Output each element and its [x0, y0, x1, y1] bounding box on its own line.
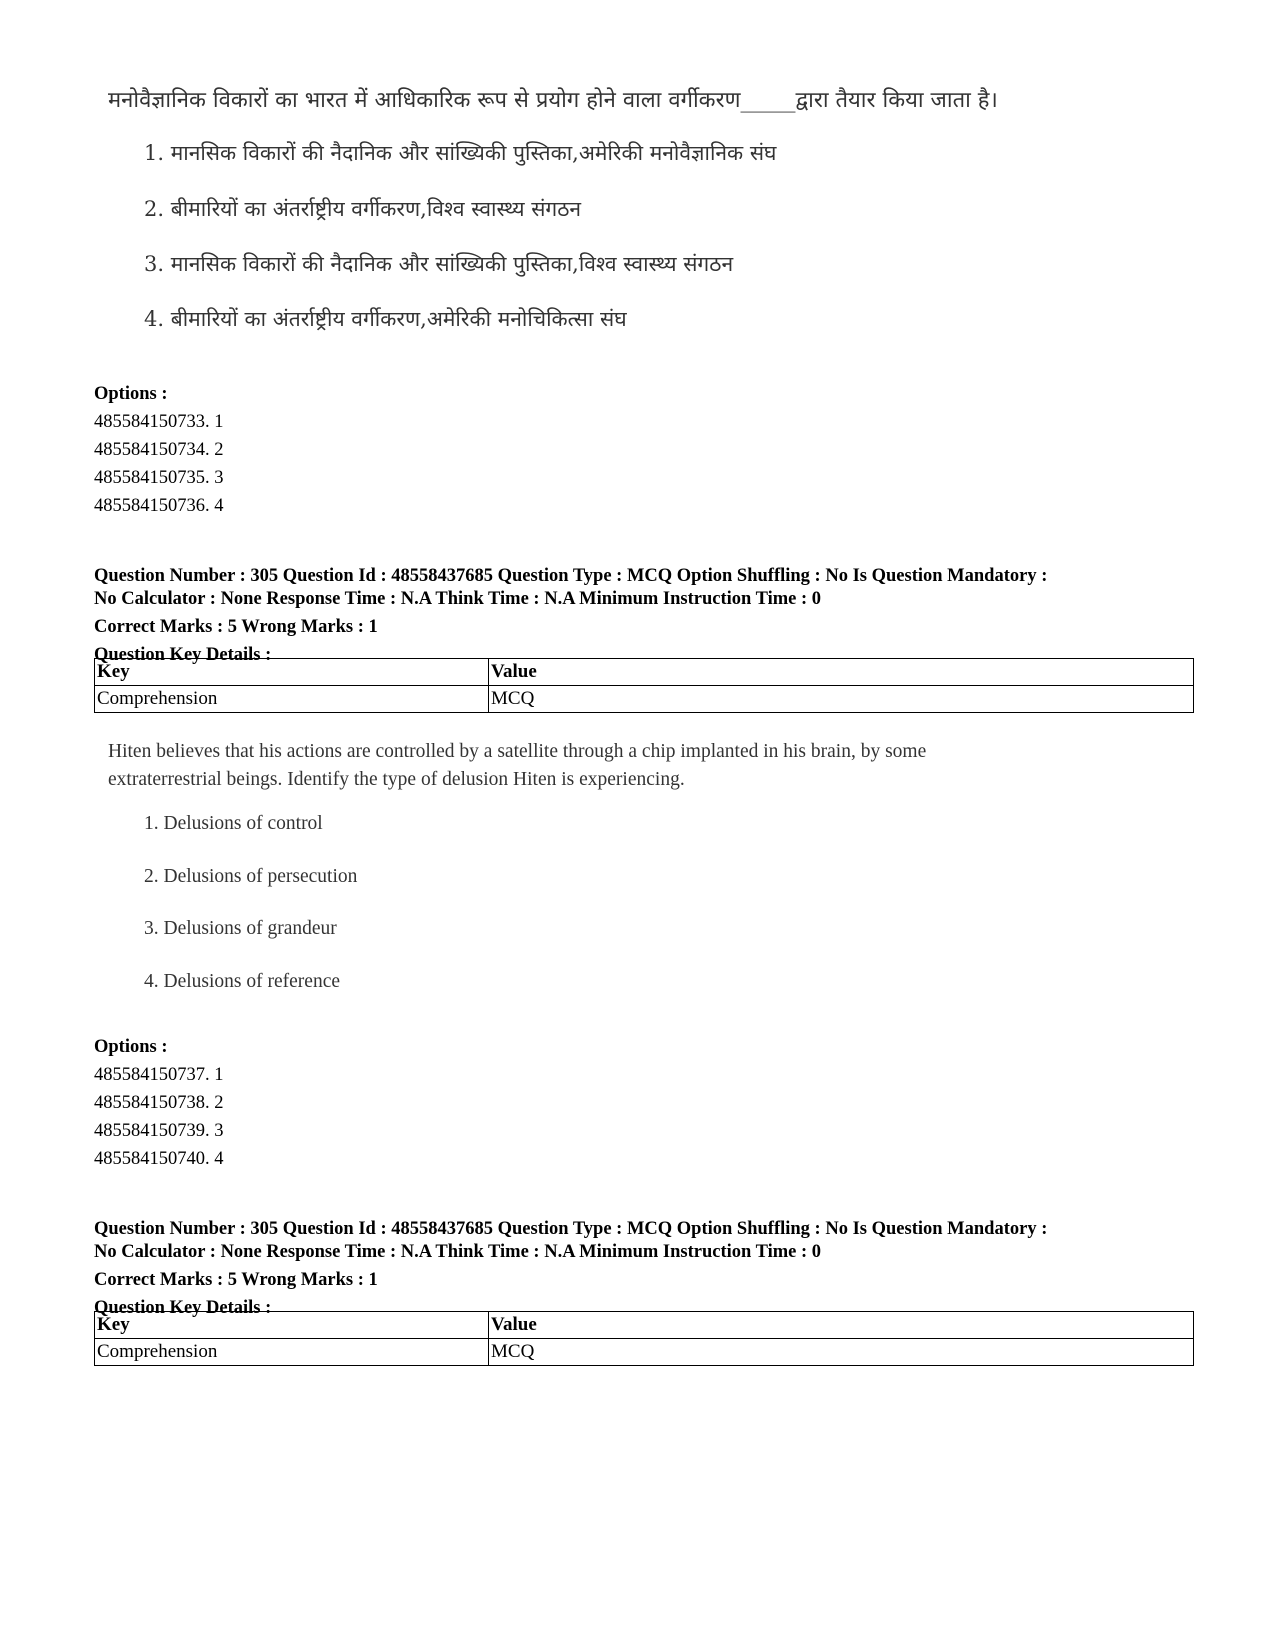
english-option-4: 4. Delusions of reference — [144, 971, 340, 992]
hindi-option-2: 2. बीमारियों का अंतर्राष्ट्रीय वर्गीकरण,विश्व स्वास्थ्य संगठन — [144, 197, 582, 221]
question-meta-line: No Calculator : None Response Time : N.A Think Time : N.A Minimum Instruction Time : 0 — [94, 589, 822, 609]
question-meta-line: No Calculator : None Response Time : N.A Think Time : N.A Minimum Instruction Time : 0 — [94, 1242, 822, 1262]
table-cell-key: Comprehension — [95, 686, 489, 713]
table-cell-value: MCQ — [489, 686, 1194, 713]
english-question-stem-line1: Hiten believes that his actions are controlled by a satellite through a chip implanted in his brain, by some — [108, 741, 927, 762]
table-header-key: Key — [95, 1312, 489, 1339]
key-details-heading: Question Key Details : — [94, 645, 272, 665]
option-id: 485584150736. 4 — [94, 496, 224, 516]
hindi-option-3: 3. मानसिक विकारों की नैदानिक और सांख्यिकी पुस्तिका,विश्व स्वास्थ्य संगठन — [144, 252, 734, 276]
question-meta-2 — [94, 1218, 1194, 1320]
question-key-table — [94, 658, 1194, 713]
marks-line: Correct Marks : 5 Wrong Marks : 1 — [94, 617, 378, 637]
option-id: 485584150737. 1 — [94, 1065, 224, 1085]
option-id: 485584150738. 2 — [94, 1093, 224, 1113]
english-question-image — [108, 738, 1108, 1008]
question-meta-line: Question Number : 305 Question Id : 48558437685 Question Type : MCQ Option Shuffling : No Is Question Mandatory : — [94, 566, 1048, 586]
table-header-value: Value — [489, 659, 1194, 686]
marks-line: Correct Marks : 5 Wrong Marks : 1 — [94, 1270, 378, 1290]
hindi-question-image — [108, 86, 1108, 346]
option-id: 485584150739. 3 — [94, 1121, 224, 1141]
hindi-option-4: 4. बीमारियों का अंतर्राष्ट्रीय वर्गीकरण,अमेरिकी मनोचिकित्सा संघ — [144, 307, 627, 331]
question-meta-1 — [94, 565, 1194, 667]
option-id: 485584150740. 4 — [94, 1149, 224, 1169]
key-details-heading: Question Key Details : — [94, 1298, 272, 1318]
option-id: 485584150733. 1 — [94, 412, 224, 432]
question-key-table — [94, 1311, 1194, 1366]
options-list-2 — [94, 1033, 1194, 1173]
option-id: 485584150735. 3 — [94, 468, 224, 488]
table-header-value: Value — [489, 1312, 1194, 1339]
table-cell-key: Comprehension — [95, 1339, 489, 1366]
hindi-question-stem: मनोवैज्ञानिक विकारों का भारत में आधिकारिक रूप से प्रयोग होने वाला वर्गीकरण_____द्वारा तैयार किया जाता है। — [108, 88, 998, 113]
question-meta-line: Question Number : 305 Question Id : 48558437685 Question Type : MCQ Option Shuffling : No Is Question Mandatory : — [94, 1219, 1048, 1239]
english-question-stem-line2: extraterrestrial beings. Identify the type of delusion Hiten is experiencing. — [108, 769, 685, 790]
english-option-1: 1. Delusions of control — [144, 813, 323, 834]
options-list-1 — [94, 380, 1194, 520]
options-heading: Options : — [94, 384, 168, 404]
english-option-3: 3. Delusions of grandeur — [144, 918, 337, 939]
table-cell-value: MCQ — [489, 1339, 1194, 1366]
english-option-2: 2. Delusions of persecution — [144, 866, 358, 887]
options-heading: Options : — [94, 1037, 168, 1057]
option-id: 485584150734. 2 — [94, 440, 224, 460]
hindi-option-1: 1. मानसिक विकारों की नैदानिक और सांख्यिकी पुस्तिका,अमेरिकी मनोवैज्ञानिक संघ — [144, 141, 777, 165]
table-header-key: Key — [95, 659, 489, 686]
